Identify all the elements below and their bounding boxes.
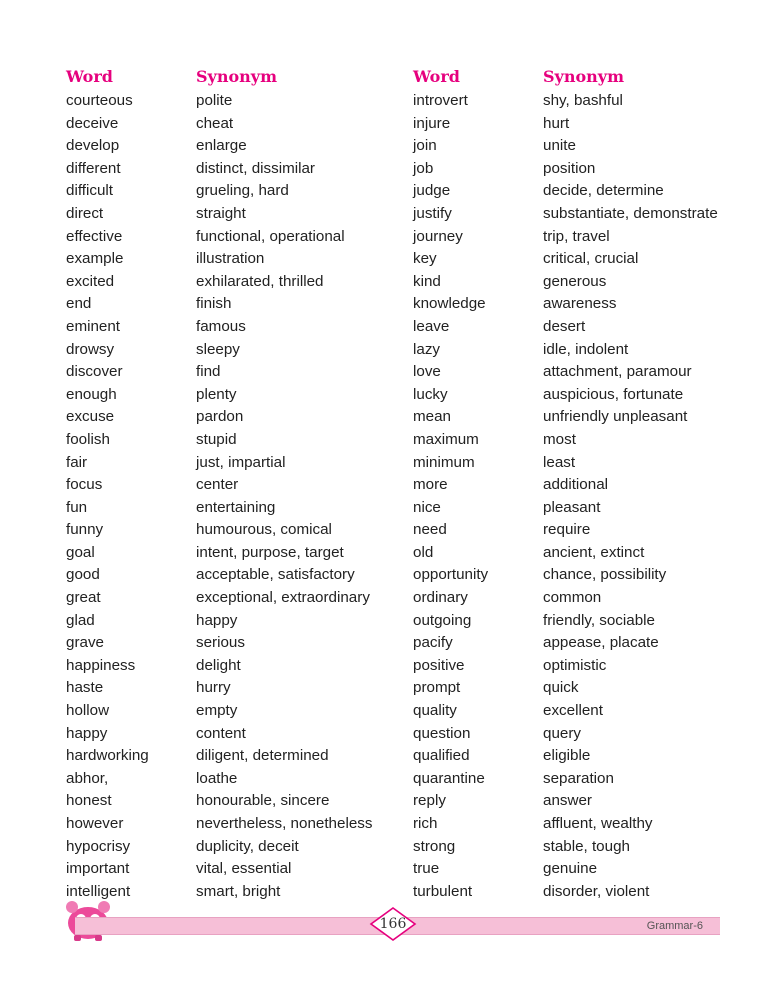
left-synonym-cell: stupid bbox=[196, 430, 237, 448]
left-word-cell: happiness bbox=[66, 656, 136, 674]
right-synonym-cell: most bbox=[543, 430, 576, 448]
right-word-cell: ordinary bbox=[413, 589, 468, 607]
left-word-cell: deceive bbox=[66, 114, 119, 132]
left-synonym-cell: content bbox=[196, 724, 246, 742]
right-synonym-cell: pleasant bbox=[543, 498, 601, 516]
left-word-cell: enough bbox=[66, 385, 117, 403]
left-synonym-cell: pardon bbox=[196, 408, 244, 426]
left-word-cell: intelligent bbox=[66, 882, 131, 900]
left-synonym-cell: duplicity, deceit bbox=[196, 837, 299, 855]
left-synonym-cell: exhilarated, thrilled bbox=[196, 272, 324, 290]
left-synonym-cell: intent, purpose, target bbox=[196, 543, 344, 561]
left-word-cell: goal bbox=[66, 543, 95, 561]
left-synonym-cell: enlarge bbox=[196, 137, 247, 155]
right-word-cell: reply bbox=[413, 792, 446, 810]
left-synonym-cell: distinct, dissimilar bbox=[196, 159, 315, 177]
right-word-cell: maximum bbox=[413, 430, 479, 448]
left-word-cell: develop bbox=[66, 137, 120, 155]
right-word-cell: judge bbox=[413, 182, 451, 200]
left-synonym-cell: delight bbox=[196, 656, 241, 674]
right-synonym-cell: critical, crucial bbox=[543, 250, 639, 268]
right-synonym-cell: least bbox=[543, 453, 576, 471]
right-synonym-cell: hurt bbox=[543, 114, 570, 132]
right-synonym-cell: additional bbox=[543, 476, 609, 494]
left-word-column bbox=[66, 64, 149, 903]
right-word-cell: injure bbox=[413, 114, 451, 132]
right-word-column bbox=[413, 64, 488, 903]
right-synonym-cell: optimistic bbox=[543, 656, 607, 674]
left-synonym-cell: entertaining bbox=[196, 498, 276, 516]
left-synonym-cell: exceptional, extraordinary bbox=[196, 589, 370, 607]
right-word-cell: job bbox=[413, 159, 434, 177]
left-word-cell: important bbox=[66, 860, 130, 878]
right-word-cell: outgoing bbox=[413, 611, 472, 629]
left-synonym-cell: plenty bbox=[196, 385, 237, 403]
right-word-cell: journey bbox=[413, 227, 463, 245]
left-synonym-cell: happy bbox=[196, 611, 238, 629]
right-synonym-cell: affluent, wealthy bbox=[543, 815, 653, 832]
left-word-cell: eminent bbox=[66, 317, 121, 335]
right-synonym-cell: decide, determine bbox=[543, 182, 664, 200]
right-synonym-cell: query bbox=[543, 724, 581, 742]
left-synonym-cell: straight bbox=[196, 204, 246, 222]
left-word-cell: good bbox=[66, 566, 100, 584]
right-word-cell: more bbox=[413, 476, 448, 494]
left-word-cell: fair bbox=[66, 453, 88, 471]
right-synonym-cell: stable, tough bbox=[543, 837, 630, 855]
right-word-cell: lazy bbox=[413, 340, 441, 358]
right-synonym-cell: ancient, extinct bbox=[543, 543, 645, 561]
right-synonym-cell: disorder, violent bbox=[543, 882, 650, 900]
right-synonym-cell: require bbox=[543, 521, 591, 539]
right-synonym-cell: excellent bbox=[543, 702, 603, 720]
left-synonym-cell: empty bbox=[196, 702, 238, 720]
left-synonym-cell: famous bbox=[196, 317, 246, 335]
right-word-cell: join bbox=[413, 137, 437, 155]
left-synonym-cell: acceptable, satisfactory bbox=[196, 566, 355, 584]
left-synonym-cell: center bbox=[196, 476, 239, 494]
left-word-cell: honest bbox=[66, 792, 112, 810]
left-synonym-cell: functional, operational bbox=[196, 227, 345, 245]
right-word-cell: qualified bbox=[413, 747, 470, 765]
right-word-cell: old bbox=[413, 543, 434, 561]
right-word-cell: positive bbox=[413, 656, 465, 674]
left-synonym-cell: vital, essential bbox=[196, 860, 292, 878]
left-word-cell: effective bbox=[66, 227, 123, 245]
right-word-cell: mean bbox=[413, 408, 451, 426]
right-word-cell: minimum bbox=[413, 453, 475, 471]
left-synonym-cell: nevertheless, nonetheless bbox=[196, 815, 373, 832]
left-word-cell: great bbox=[66, 589, 101, 607]
right-synonym-cell: desert bbox=[543, 317, 586, 335]
left-word-cell: focus bbox=[66, 476, 103, 494]
right-synonym-cell: common bbox=[543, 589, 602, 607]
left-word-cell: courteous bbox=[66, 92, 133, 109]
left-word-cell: direct bbox=[66, 204, 104, 222]
right-word-cell: lucky bbox=[413, 385, 448, 403]
left-synonym-cell: illustration bbox=[196, 250, 265, 268]
right-synonym-cell: friendly, sociable bbox=[543, 611, 655, 629]
book-label: Grammar-6 bbox=[646, 920, 703, 932]
left-synonym-cell: diligent, determined bbox=[196, 747, 329, 765]
left-synonym-header: Synonym bbox=[196, 67, 278, 86]
right-word-cell: opportunity bbox=[413, 566, 489, 584]
right-synonym-cell: awareness bbox=[543, 295, 617, 313]
right-synonym-cell: attachment, paramour bbox=[543, 363, 692, 381]
right-word-cell: need bbox=[413, 521, 447, 539]
left-synonym-cell: serious bbox=[196, 634, 245, 652]
right-synonym-cell: genuine bbox=[543, 860, 598, 878]
left-synonym-cell: just, impartial bbox=[196, 453, 286, 471]
right-synonym-cell: eligible bbox=[543, 747, 591, 765]
left-word-cell: abhor, bbox=[66, 769, 109, 787]
right-word-cell: strong bbox=[413, 837, 456, 855]
left-synonym-cell: honourable, sincere bbox=[196, 792, 330, 810]
right-word-cell: nice bbox=[413, 498, 441, 516]
right-synonym-cell: idle, indolent bbox=[543, 340, 629, 358]
left-word-cell: example bbox=[66, 250, 124, 268]
left-word-cell: excited bbox=[66, 272, 115, 290]
left-word-cell: different bbox=[66, 159, 121, 177]
left-word-cell: excuse bbox=[66, 408, 115, 426]
right-synonym-cell: position bbox=[543, 159, 596, 177]
page-number: 166 bbox=[379, 916, 407, 932]
right-synonym-cell: unfriendly unpleasant bbox=[543, 408, 688, 426]
right-word-cell: justify bbox=[413, 204, 452, 222]
right-word-cell: true bbox=[413, 860, 440, 878]
right-word-cell: kind bbox=[413, 272, 441, 290]
left-synonym-cell: find bbox=[196, 363, 221, 381]
left-word-cell: hypocrisy bbox=[66, 837, 131, 855]
left-word-cell: hardworking bbox=[66, 747, 149, 765]
right-synonym-cell: trip, travel bbox=[543, 227, 610, 245]
right-word-cell: quality bbox=[413, 702, 457, 720]
left-synonym-cell: loathe bbox=[196, 769, 238, 787]
left-word-cell: haste bbox=[66, 679, 104, 697]
right-word-cell: question bbox=[413, 724, 471, 742]
left-word-cell: funny bbox=[66, 521, 104, 539]
left-synonym-cell: sleepy bbox=[196, 340, 240, 358]
left-synonym-cell: grueling, hard bbox=[196, 182, 289, 200]
left-word-cell: grave bbox=[66, 634, 104, 652]
right-word-cell: prompt bbox=[413, 679, 461, 697]
left-synonym-cell: smart, bright bbox=[196, 882, 281, 900]
right-word-cell: introvert bbox=[413, 92, 468, 109]
left-synonym-cell: polite bbox=[196, 92, 233, 109]
right-synonym-cell: separation bbox=[543, 769, 614, 787]
right-synonym-cell: shy, bashful bbox=[543, 92, 623, 109]
left-word-cell: glad bbox=[66, 611, 95, 629]
right-synonym-cell: unite bbox=[543, 137, 576, 155]
right-word-cell: rich bbox=[413, 815, 438, 832]
left-word-cell: difficult bbox=[66, 182, 113, 200]
right-word-cell: key bbox=[413, 250, 437, 268]
right-word-cell: love bbox=[413, 363, 441, 381]
right-synonym-cell: appease, placate bbox=[543, 634, 659, 652]
right-synonym-cell: chance, possibility bbox=[543, 566, 667, 584]
right-synonym-cell: auspicious, fortunate bbox=[543, 385, 684, 403]
left-synonym-column bbox=[196, 64, 372, 903]
left-word-header: Word bbox=[66, 67, 113, 86]
left-synonym-cell: cheat bbox=[196, 114, 234, 132]
right-word-header: Word bbox=[413, 67, 460, 86]
right-synonym-header: Synonym bbox=[543, 67, 625, 86]
left-word-cell: however bbox=[66, 815, 124, 832]
right-synonym-cell: answer bbox=[543, 792, 592, 810]
right-word-cell: knowledge bbox=[413, 295, 486, 313]
left-word-cell: drowsy bbox=[66, 340, 115, 358]
left-word-cell: discover bbox=[66, 363, 123, 381]
left-synonym-cell: humourous, comical bbox=[196, 521, 332, 539]
right-word-cell: turbulent bbox=[413, 882, 473, 900]
left-word-cell: fun bbox=[66, 498, 88, 516]
left-synonym-cell: finish bbox=[196, 295, 232, 313]
right-synonym-cell: quick bbox=[543, 679, 579, 697]
left-synonym-cell: hurry bbox=[196, 679, 231, 697]
right-word-cell: quarantine bbox=[413, 769, 485, 787]
right-word-cell: leave bbox=[413, 317, 450, 335]
left-word-cell: foolish bbox=[66, 430, 110, 448]
left-word-cell: end bbox=[66, 295, 92, 313]
right-word-cell: pacify bbox=[413, 634, 453, 652]
left-word-cell: happy bbox=[66, 724, 108, 742]
left-word-cell: hollow bbox=[66, 702, 110, 720]
right-synonym-cell: substantiate, demonstrate bbox=[543, 204, 718, 222]
right-synonym-column bbox=[543, 64, 718, 903]
page-number-badge bbox=[369, 907, 417, 941]
right-synonym-cell: generous bbox=[543, 272, 607, 290]
